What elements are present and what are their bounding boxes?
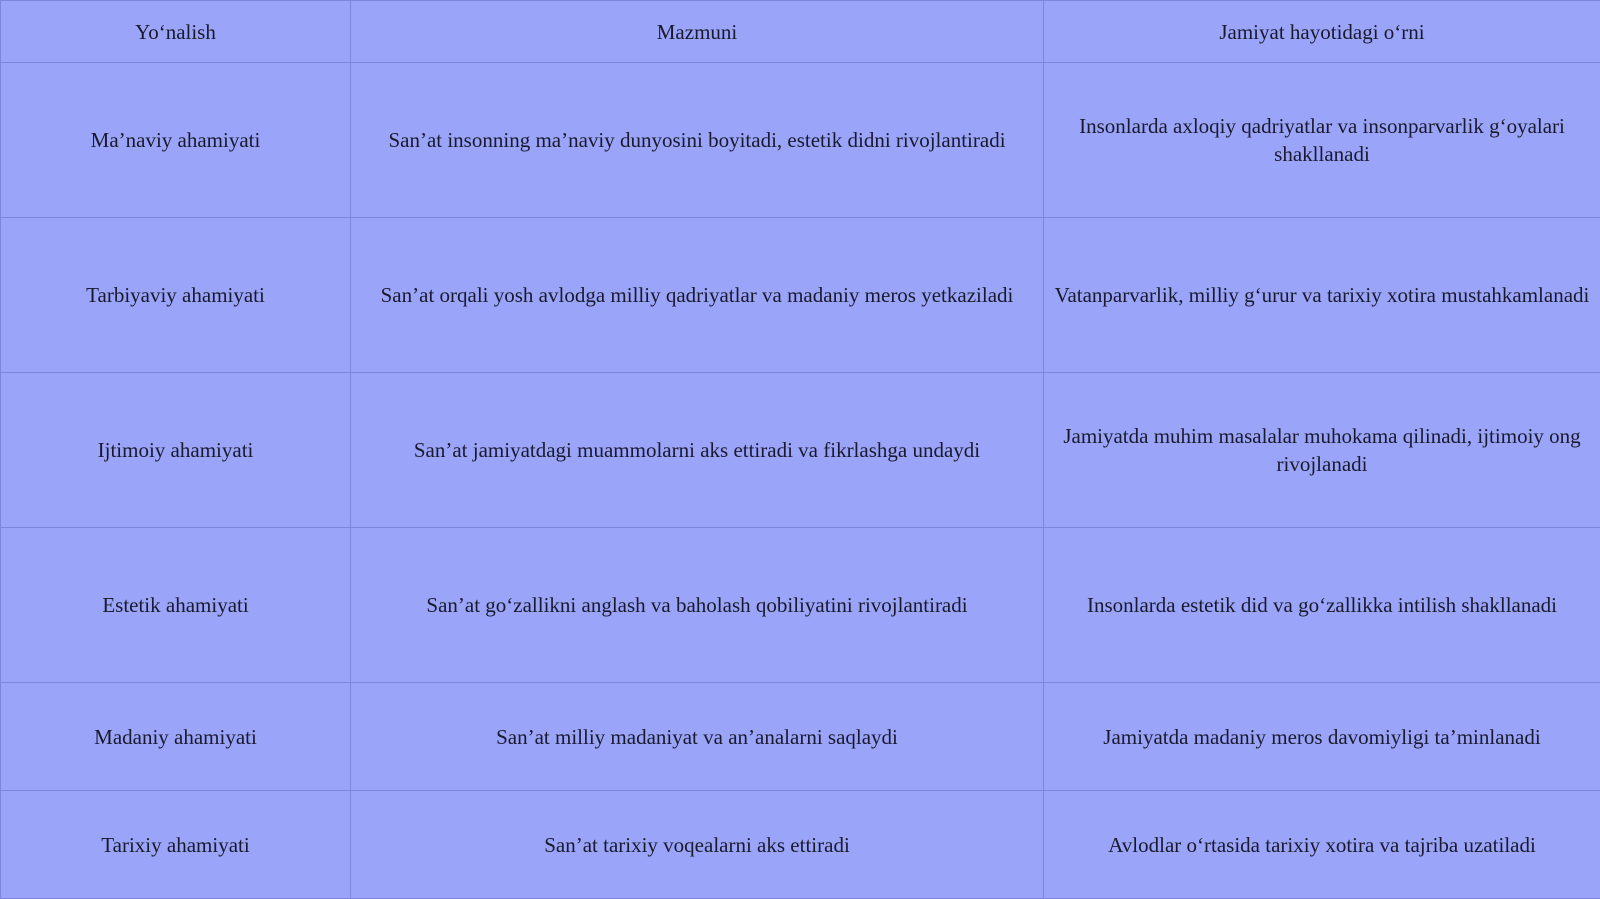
cell-direction: Tarixiy ahamiyati [1,791,351,899]
cell-role: Insonlarda estetik did va go‘zallikka intilish shakllanadi [1044,528,1600,683]
table-row [1,373,1600,528]
cell-content: San’at go‘zallikni anglash va baholash qobiliyatini rivojlantiradi [351,528,1044,683]
table-row [1,63,1600,218]
cell-content: San’at jamiyatdagi muammolarni aks ettiradi va fikrlashga undaydi [351,373,1044,528]
cell-content: San’at insonning ma’naviy dunyosini boyitadi, estetik didni rivojlantiradi [351,63,1044,218]
cell-content: San’at milliy madaniyat va an’analarni saqlaydi [351,683,1044,791]
table-row [1,791,1600,899]
cell-content: San’at tarixiy voqealarni aks ettiradi [351,791,1044,899]
cell-role: Jamiyatda muhim masalalar muhokama qilinadi, ijtimoiy ong rivojlanadi [1044,373,1600,528]
cell-role: Avlodlar o‘rtasida tarixiy xotira va tajriba uzatiladi [1044,791,1600,899]
cell-direction: Madaniy ahamiyati [1,683,351,791]
cell-direction: Ma’naviy ahamiyati [1,63,351,218]
table-row [1,218,1600,373]
table-row [1,683,1600,791]
cell-direction: Estetik ahamiyati [1,528,351,683]
cell-role: Insonlarda axloqiy qadriyatlar va insonparvarlik g‘oyalari shakllanadi [1044,63,1600,218]
cell-direction: Ijtimoiy ahamiyati [1,373,351,528]
table-header-row [1,1,1600,63]
table-row [1,528,1600,683]
header-direction: Yo‘nalish [1,1,351,63]
header-role: Jamiyat hayotidagi o‘rni [1044,1,1600,63]
cell-direction: Tarbiyaviy ahamiyati [1,218,351,373]
cell-role: Vatanparvarlik, milliy g‘urur va tarixiy xotira mustahkamlanadi [1044,218,1600,373]
header-content: Mazmuni [351,1,1044,63]
cell-role: Jamiyatda madaniy meros davomiyligi ta’minlanadi [1044,683,1600,791]
cell-content: San’at orqali yosh avlodga milliy qadriyatlar va madaniy meros yetkaziladi [351,218,1044,373]
